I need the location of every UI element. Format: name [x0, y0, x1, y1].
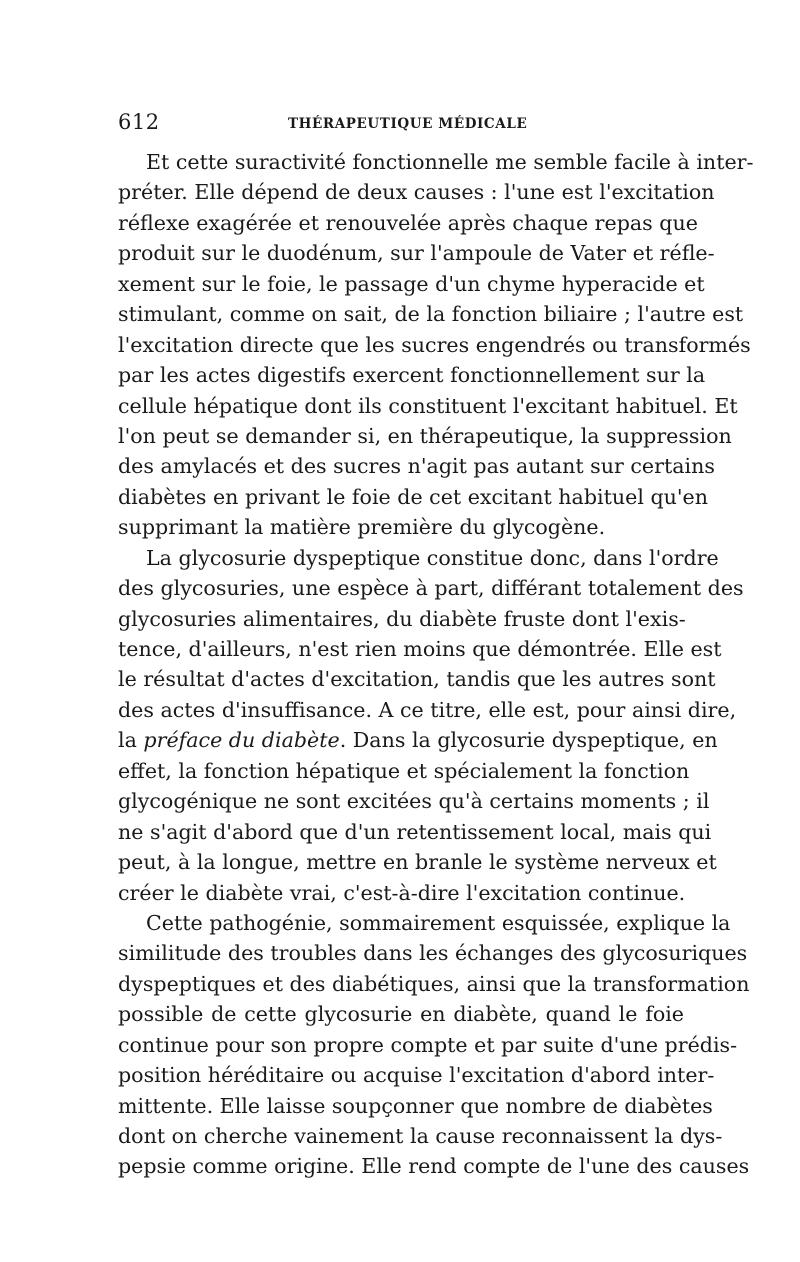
text-line: des glycosuries, une espèce à part, différant totalement des — [118, 576, 744, 601]
text-line: dyspeptiques et des diabétiques, ainsi que la transformation — [118, 971, 750, 996]
text-line: pepsie comme origine. Elle rend compte de l'une des causes — [118, 1154, 750, 1179]
text-line: Et cette suractivité fonctionnelle me semble facile à inter- — [146, 150, 754, 174]
text-line: ne s'agit d'abord que d'un retentissement local, mais qui — [118, 819, 712, 844]
text-line: xement sur le foie, le passage d'un chyme hyperacide et — [118, 271, 705, 296]
text-line: effet, la fonction hépatique et spécialement la fonction — [118, 758, 690, 783]
running-title: THÉRAPEUTIQUE MÉDICALE — [288, 116, 528, 132]
book-page — [118, 110, 754, 1182]
text-line: créer le diabète vrai, c'est-à-dire l'excitation continue. — [118, 880, 686, 905]
text-line: La glycosurie dyspeptique constitue donc, dans l'ordre — [146, 545, 719, 570]
text-line: produit sur le duodénum, sur l'ampoule de Vater et réfle- — [118, 241, 715, 266]
text-line-with-italic — [118, 725, 718, 755]
text-line: Cette pathogénie, sommairement esquissée, explique la — [146, 910, 731, 935]
text-line: similitude des troubles dans les échanges des glycosuriques — [118, 941, 748, 966]
text-line: glycosuries alimentaires, du diabète fruste dont l'exis- — [118, 606, 686, 631]
text-line: des amylacés et des sucres n'agit pas autant sur certains — [118, 454, 715, 479]
text-line: glycogénique ne sont excitées qu'à certains moments ; il — [118, 789, 710, 814]
text-line: l'excitation directe que les sucres engendrés ou transformés — [118, 332, 751, 357]
text-line: l'on peut se demander si, en thérapeutique, la suppression — [118, 423, 732, 448]
text-line: cellule hépatique dont ils constituent l'excitant habituel. Et — [118, 393, 738, 418]
text-line: diabètes en privant le foie de cet excitant habituel qu'en — [118, 484, 709, 509]
text-line: préter. Elle dépend de deux causes : l'une est l'excitation — [118, 180, 715, 205]
text-line: continue pour son propre compte et par suite d'une prédis- — [118, 1032, 738, 1057]
text-line: des actes d'insuffisance. A ce titre, elle est, pour ainsi dire, — [118, 697, 737, 722]
text-line: le résultat d'actes d'excitation, tandis que les autres sont — [118, 667, 716, 692]
running-head — [118, 110, 684, 136]
text-line: position héréditaire ou acquise l'excitation d'abord inter- — [118, 1063, 715, 1088]
text-fragment: la — [118, 728, 144, 753]
text-line: possible de cette glycosurie en diabète, quand le foie — [118, 1002, 684, 1027]
text-fragment: . Dans la glycosurie dyspeptique, en — [339, 728, 718, 753]
text-line: réflexe exagérée et renouvelée après chaque repas que — [118, 210, 698, 235]
body-text — [118, 147, 754, 1182]
text-line: stimulant, comme on sait, de la fonction biliaire ; l'autre est — [118, 302, 744, 327]
text-line: peut, à la longue, mettre en branle le système nerveux et — [118, 850, 717, 875]
text-line: mittente. Elle laisse soupçonner que nombre de diabètes — [118, 1093, 713, 1118]
page-number: 612 — [118, 110, 160, 134]
text-line: dont on cherche vainement la cause reconnaissent la dys- — [118, 1124, 723, 1148]
text-line: supprimant la matière première du glycogène. — [118, 515, 606, 540]
text-line: par les actes digestifs exercent fonctionnellement sur la — [118, 363, 706, 388]
text-line: tence, d'ailleurs, n'est rien moins que démontrée. Elle est — [118, 637, 722, 661]
italic-phrase: préface du diabète — [143, 728, 340, 753]
